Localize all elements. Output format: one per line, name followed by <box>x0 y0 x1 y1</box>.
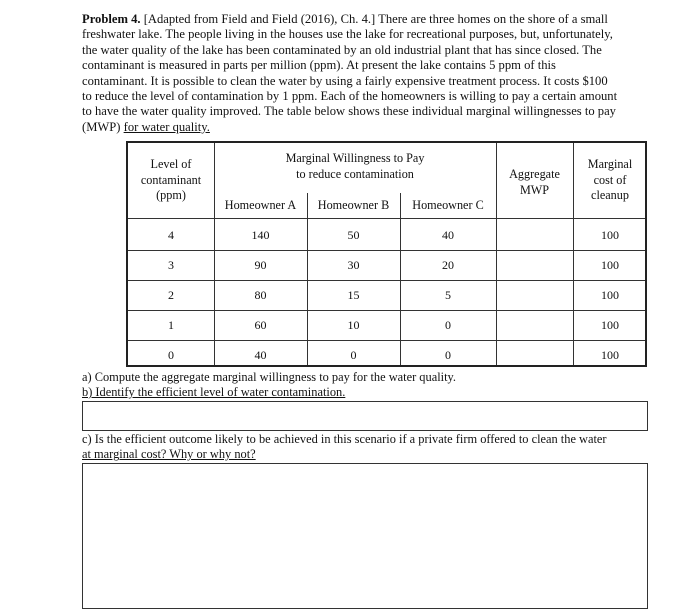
cell-homeowner-b: 10 <box>347 318 360 332</box>
cell-level: 1 <box>168 318 174 332</box>
problem-line-1: Problem 4. [Adapted from Field and Field (2016), Ch. 4.] There are three homes on the shore of a small <box>82 12 608 26</box>
header-divider <box>128 218 645 219</box>
cell-marginal-cost: 100 <box>601 348 619 362</box>
mwp-table <box>126 141 647 367</box>
cell-level: 0 <box>168 348 174 362</box>
header-mwp-group: Marginal Willingness to Pay to reduce contamination <box>285 151 425 181</box>
problem-line-5: contaminant. It is possible to clean the water by using a fairly expensive treatment process. It costs $100 <box>82 73 608 88</box>
cell-homeowner-c: 40 <box>442 228 454 242</box>
answer-box-b[interactable] <box>82 401 648 431</box>
cell-homeowner-c: 0 <box>445 348 451 362</box>
cell-marginal-cost: 100 <box>601 288 619 302</box>
row-divider <box>128 340 645 341</box>
cell-homeowner-a: 140 <box>251 228 270 242</box>
header-homeowner-a: Homeowner A <box>224 198 297 212</box>
question-c-line-2: at marginal cost? Why or why not? <box>82 447 256 462</box>
problem-line-2: freshwater lake. The people living in the houses use the lake for recreational purposes, but, unfortunately, <box>82 27 613 42</box>
problem-line-4: contaminant is measured in parts per million (ppm). At present the lake contains 5 ppm of this <box>82 58 556 73</box>
cell-homeowner-c: 0 <box>445 318 451 332</box>
header-aggregate-mwp: Aggregate MWP <box>509 167 560 197</box>
header-homeowner-b: Homeowner B <box>317 198 390 212</box>
cell-marginal-cost: 100 <box>601 228 619 242</box>
cell-homeowner-a: 90 <box>254 258 267 272</box>
header-homeowner-c: Homeowner C <box>412 198 484 212</box>
question-c <box>82 432 648 463</box>
cell-homeowner-c: 20 <box>442 258 454 272</box>
problem-line-8: (MWP) for water quality. <box>82 119 210 134</box>
cell-homeowner-b: 30 <box>347 258 360 272</box>
answer-box-c[interactable] <box>82 463 648 609</box>
cell-homeowner-a: 60 <box>254 318 267 332</box>
cell-homeowner-a: 40 <box>254 348 267 362</box>
cell-marginal-cost: 100 <box>601 318 619 332</box>
cell-homeowner-b: 0 <box>350 348 357 362</box>
row-divider <box>128 280 645 281</box>
cell-level: 2 <box>168 288 174 302</box>
row-divider <box>128 250 645 251</box>
problem-line-7: to have the water quality improved. The table below shows these individual marginal willingnesses to pay <box>82 104 616 119</box>
problem-line-6: to reduce the level of contamination by 1 ppm. Each of the homeowners is willing to pay a certain amount <box>82 89 618 104</box>
cell-homeowner-b: 15 <box>347 288 360 302</box>
cell-homeowner-a: 80 <box>254 288 267 302</box>
problem-label: Problem 4. <box>82 12 141 26</box>
cell-homeowner-c: 5 <box>445 288 451 302</box>
header-marginal-cost: Marginal cost of cleanup <box>587 157 633 202</box>
header-level: Level of contaminant (ppm) <box>140 157 202 202</box>
cell-level: 3 <box>168 258 174 272</box>
question-c-line-1: c) Is the efficient outcome likely to be achieved in this scenario if a private firm offered to clean the water <box>82 432 607 446</box>
question-b: b) Identify the efficient level of water contamination. <box>82 385 346 399</box>
cell-level: 4 <box>168 228 174 242</box>
cell-homeowner-b: 50 <box>347 228 360 242</box>
cell-marginal-cost: 100 <box>601 258 619 272</box>
question-a: a) Compute the aggregate marginal willingness to pay for the water quality. <box>82 370 457 384</box>
row-divider <box>128 310 645 311</box>
problem-line-3: the water quality of the lake has been contaminated by an old industrial plant that has since closed. The <box>82 42 602 57</box>
problem-statement <box>82 12 648 135</box>
